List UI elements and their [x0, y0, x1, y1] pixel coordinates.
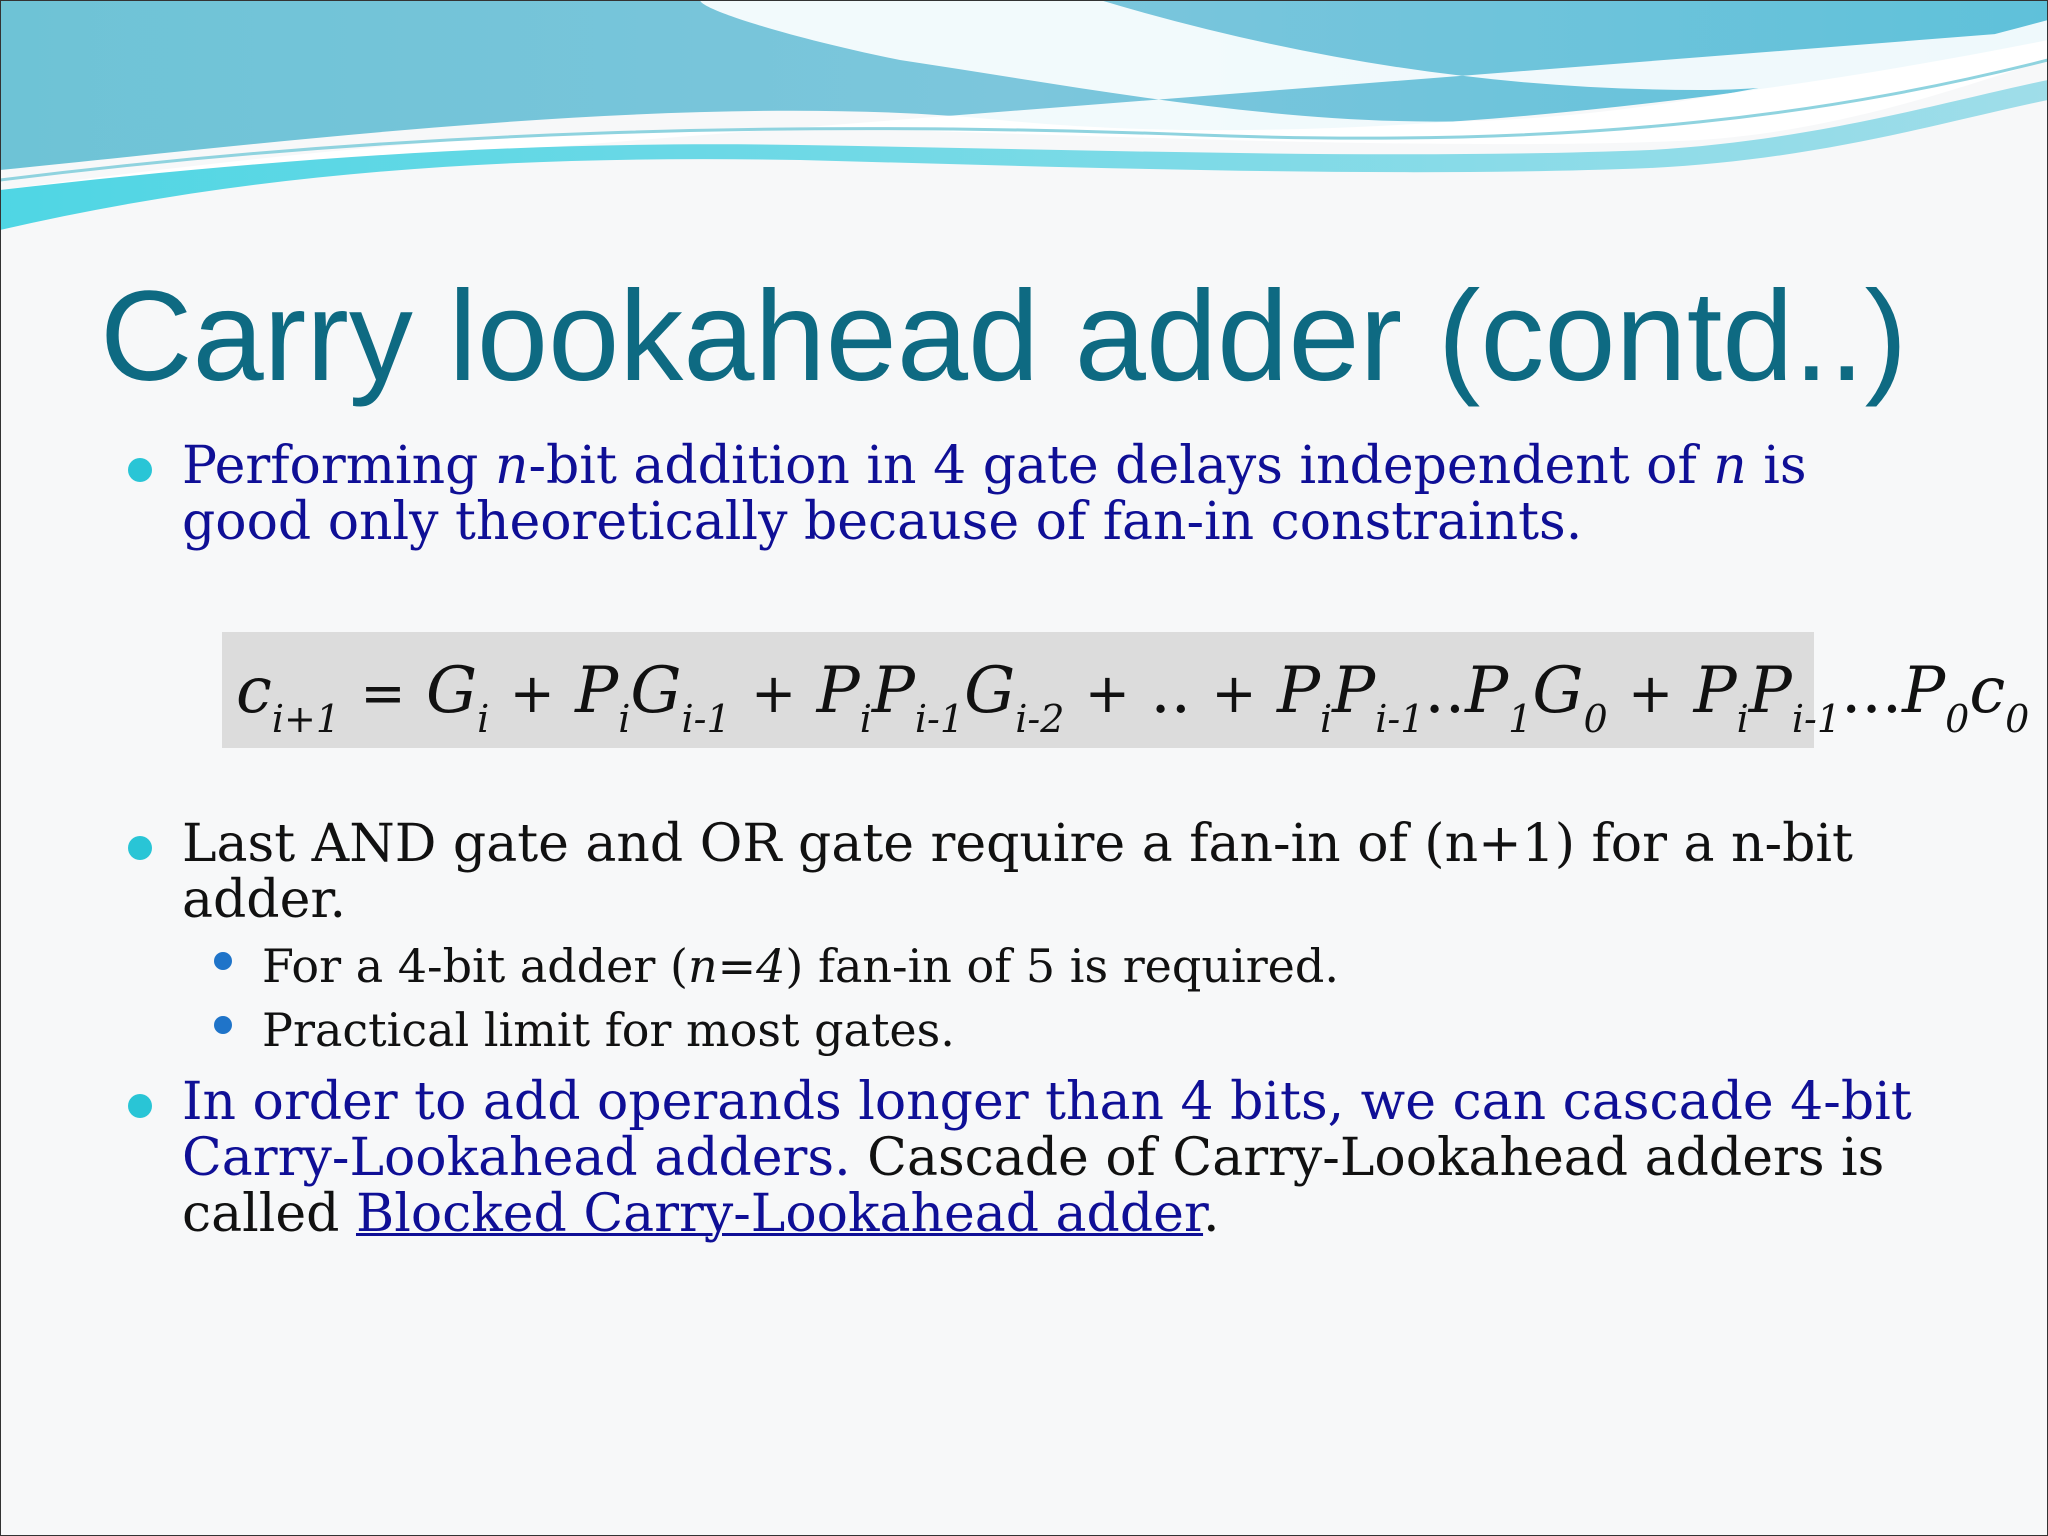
bullet-text: Cascade of Carry-Lookahead adders is called — [182, 1128, 1885, 1244]
blocked-carry-lookahead-link[interactable]: Blocked Carry-Lookahead adder — [355, 1184, 1204, 1244]
formula-subscript: i+1 — [271, 697, 341, 741]
bullet-text-blue: In order to add operands longer than 4 bits, we can cascade 4-bit Carry-Lookahead adders. — [182, 1072, 1912, 1188]
bullet-gate-delays — [182, 438, 1922, 550]
formula-symbol: P — [1332, 654, 1376, 728]
formula-symbol: P — [871, 654, 915, 728]
formula-subscript: i-1 — [681, 697, 731, 741]
formula-symbol: P — [816, 654, 860, 728]
bullet-cascade — [182, 1074, 1962, 1242]
formula-symbol: c — [1969, 654, 2006, 728]
formula-ellipsis: .. — [1150, 654, 1191, 728]
formula-operator: + — [1211, 662, 1257, 725]
variable-n: n — [1713, 436, 1747, 496]
formula-subscript: i-2 — [1015, 697, 1065, 741]
formula-subscript: i — [618, 697, 631, 741]
formula-operator: = — [360, 662, 406, 725]
sub-bullet-text: For a 4-bit adder ( — [262, 939, 688, 993]
slide-title: Carry lookahead adder (contd..) — [100, 265, 1908, 408]
formula-symbol: P — [575, 654, 619, 728]
formula-subscript: i — [1320, 697, 1333, 741]
formula-symbol: G — [964, 654, 1016, 728]
sub-bullet-4bit-example — [262, 934, 1339, 998]
formula-symbol: G — [630, 654, 682, 728]
formula-symbol: P — [1693, 654, 1737, 728]
formula-ellipsis: .. — [1424, 654, 1466, 728]
bullet-text: -bit addition in 4 gate delays independent of — [528, 436, 1714, 496]
formula-subscript: 0 — [1945, 697, 1970, 741]
formula-symbol: P — [1902, 654, 1946, 728]
formula-operator: + — [1084, 662, 1130, 725]
formula-subscript: i — [859, 697, 872, 741]
formula-subscript: 0 — [1583, 697, 1608, 741]
header-wave-decoration — [0, 0, 2048, 240]
formula-subscript: 1 — [1508, 697, 1533, 741]
bullet-text: Performing — [182, 436, 495, 496]
formula-operator: + — [1627, 662, 1674, 725]
carry-equation — [222, 632, 2030, 748]
bullet-fan-in: Last AND gate and OR gate require a fan-in of (n+1) for a n-bit adder. — [182, 816, 1922, 928]
sub-bullet-practical-limit: Practical limit for most gates. — [262, 998, 955, 1062]
formula-symbol: G — [1532, 654, 1584, 728]
formula-subscript: 0 — [2005, 697, 2030, 741]
formula-subscript: i — [1736, 697, 1749, 741]
formula-symbol: P — [1465, 654, 1509, 728]
variable-n: n — [494, 436, 529, 496]
formula-symbol: P — [1748, 654, 1792, 728]
formula-operator: + — [751, 662, 797, 725]
formula-symbol: c — [236, 654, 272, 728]
bullet-text: . — [1203, 1184, 1220, 1244]
formula-ellipsis: ... — [1841, 654, 1903, 728]
sub-bullet-italic: n=4 — [687, 939, 786, 993]
formula-subscript: i-1 — [914, 697, 965, 741]
formula-subscript: i-1 — [1791, 697, 1842, 741]
formula-operator: + — [509, 662, 555, 725]
formula-subscript: i-1 — [1375, 697, 1425, 741]
bullet-text: is good only theoretically because of fan-in constraints. — [182, 436, 1807, 552]
sub-bullet-text: ) fan-in of 5 is required. — [785, 939, 1339, 993]
formula-subscript: i — [477, 697, 490, 741]
formula-symbol: G — [425, 654, 478, 728]
formula-symbol: P — [1276, 654, 1320, 728]
